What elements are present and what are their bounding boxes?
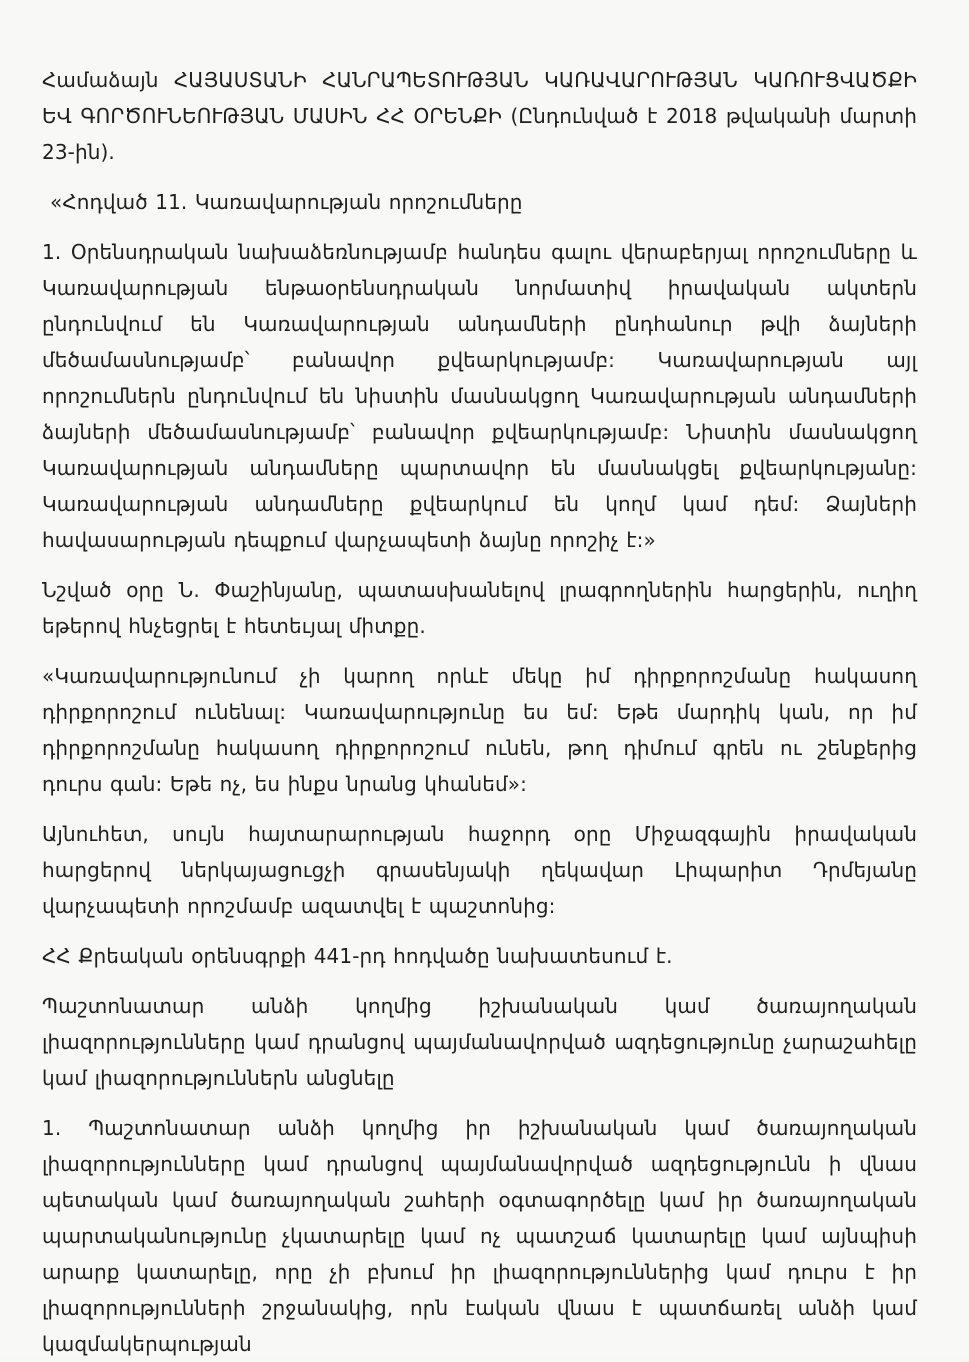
criminal-code-reference: ՀՀ Քրեական օրենսգրքի 441-րդ հոդվածը նախատեսում է. <box>42 944 673 968</box>
dismissal-paragraph: Այնուհետ, սույն հայտարարության հաջորդ օրը Միջազգային իրավական հարցերով ներկայացուցչի գրասենյակի ղեկավար Լիպարիտ Դրմեյանը վարչապետի որոշմամբ ազատվել է պաշտոնից: <box>42 822 917 918</box>
article-heading: «Հոդված 11. Կառավարության որոշումները <box>50 190 523 214</box>
article-clause-paragraph: 1. Պաշտոնատար անձի կողմից իր իշխանական կամ ծառայողական լիազորությունները կամ դրանցով պայմանավորված ազդեցությունն ի վնաս պետական կամ ծառայողական շահերի օգտագործելը կամ իր ծառայողական պարտականությունը չկատարելը կամ ոչ պատշաճ կատարելը կամ այնպիսի արարք կատարելը, որը չի բխում իր լիազորություններից կամ դուրս է իր լիազորությունների շրջանակից, որն էական վնաս է պատճառել անձի կամ կազմակերպության <box>42 1116 917 1356</box>
article-title-paragraph: Պաշտոնատար անձի կողմից իշխանական կամ ծառայողական լիազորությունները կամ դրանցով պայմանավորված ազդեցությունը չարաշահելը կամ լիազորություններն անցնելը <box>42 994 917 1090</box>
quote-paragraph: «Կառավարությունում չի կարող որևէ մեկը իմ դիրքորոշմանը հակասող դիրքորոշում ունենալ: Կառավարությունը ես եմ: Եթե մարդիկ կան, որ իմ դիրքորոշմանը հակասող դիրքորոշում ունեն, թող դիմում գրեն ու շենքերից դուրս գան: Եթե ոչ, ես ինքս նրանց կհանեմ»: <box>42 664 917 796</box>
law-reference-paragraph: Համաձայն ՀԱՅԱՍՏԱՆԻ ՀԱՆՐԱՊԵՏՈՒԹՅԱՆ ԿԱՌԱՎԱՐՈՒԹՅԱՆ ԿԱՌՈՒՑՎԱԾՔԻ ԵՎ ԳՈՐԾՈՒՆԵՈՒԹՅԱՆ ՄԱՍԻՆ ՀՀ ՕՐԵՆՔԻ (Ընդունված է 2018 թվականի մարտի 23-ին). <box>42 68 917 164</box>
statement-intro-paragraph: Նշված օրը Ն. Փաշինյանը, պատասխանելով լրագրողներին հարցերին, ուղիղ եթերով հնչեցրել է հետեւյալ միտքը. <box>42 578 917 638</box>
article-text-paragraph: 1. Օրենսդրական նախաձեռնությամբ հանդես գալու վերաբերյալ որոշումները և Կառավարության ենթաօրենսդրական նորմատիվ իրավական ակտերն ընդունվում են Կառավարության անդամների ընդհանուր թվի ձայների մեծամասնությամբ՝ բանավոր քվեարկությամբ: Կառավարության այլ որոշումներն ընդունվում են նիստին մասնակցող Կառավարության անդամների ձայների մեծամասնությամբ՝ բանավոր քվեարկությամբ: Նիստին մասնակցող Կառավարության անդամները պարտավոր են մասնակցել քվեարկությանը: Կառավարության անդամները քվեարկում են կողմ կամ դեմ: Ձայների հավասարության դեպքում վարչապետի ձայնը որոշիչ է:» <box>42 240 917 552</box>
